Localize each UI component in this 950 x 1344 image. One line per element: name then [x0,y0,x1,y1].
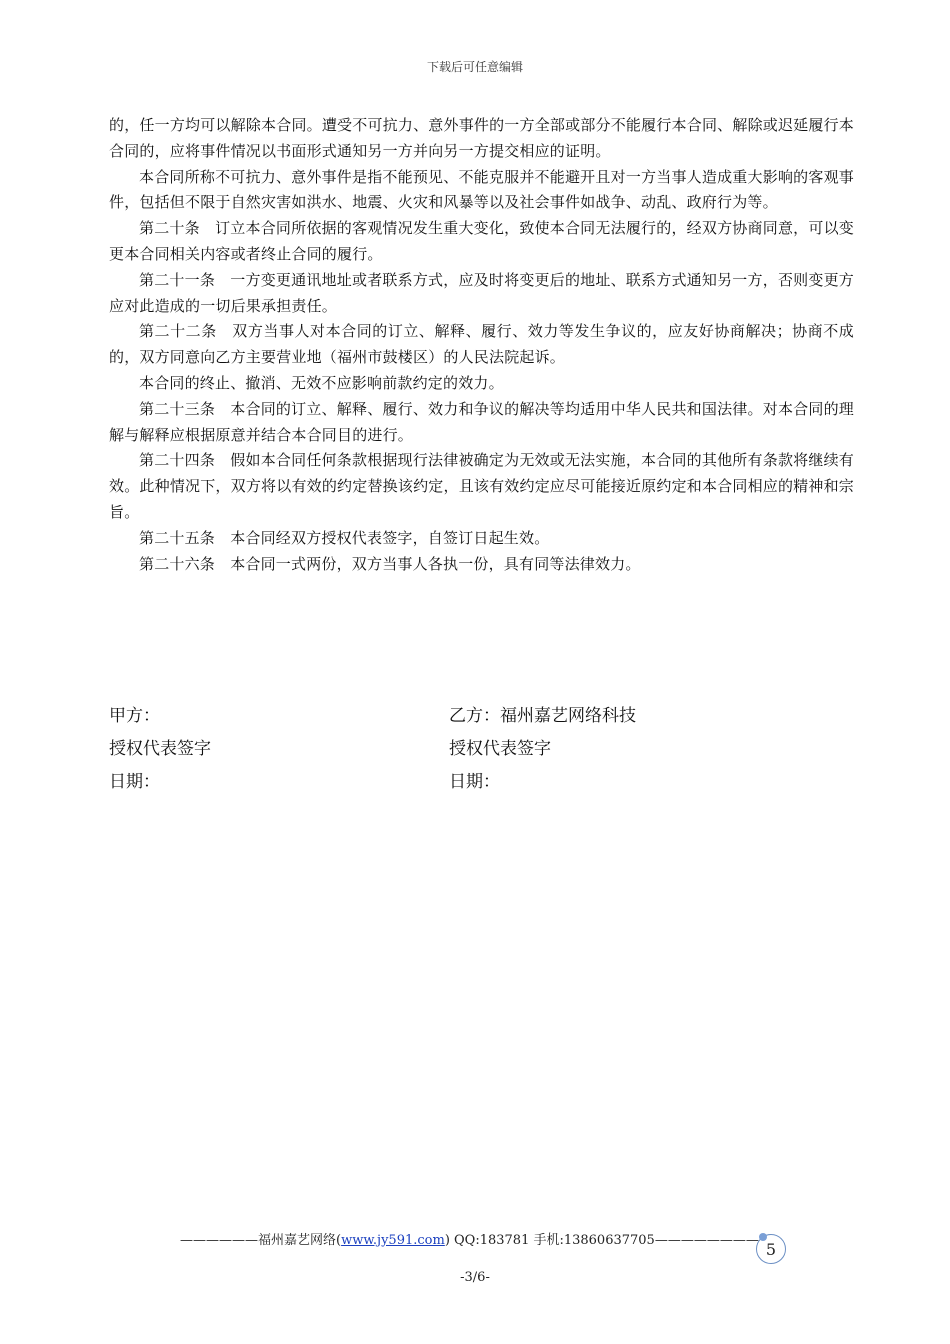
signature-auth-row [109,733,854,766]
article-23: 第二十三条 本合同的订立、解释、履行、效力和争议的解决等均适用中华人民共和国法律。对本合同的理解与解释应根据原意并结合本合同目的进行。 [109,399,854,444]
article-24: 第二十四条 假如本合同任何条款根据现行法律被确定为无效或无法实施，本合同的其他所有条款将继续有效。此种情况下，双方将以有效的约定替换该约定，且该有效约定应尽可能接近原约定和本合同相应的精神和宗旨。 [109,451,854,521]
footer-prefix: ——————福州嘉艺网络( [180,1233,342,1248]
article-22: 第二十二条 双方当事人对本合同的订立、解释、履行、效力等发生争议的，应友好协商解决；协商不成的，双方同意向乙方主要营业地（福州市鼓楼区）的人民法院起诉。 [109,322,854,367]
party-b-date: 日期： [449,772,500,792]
website-link[interactable]: www.jy591.com [341,1233,445,1248]
article-20: 第二十条 订立本合同所依据的客观情况发生重大变化，致使本合同无法履行的，经双方协商同意，可以变更本合同相关内容或者终止合同的履行。 [109,219,854,263]
signature-date-row [109,766,854,799]
party-a-label: 甲方： [109,706,160,726]
article-25: 第二十五条 本合同经双方授权代表签字，自签订日起生效。 [139,528,550,547]
party-a-date: 日期： [109,772,160,792]
footer-suffix: ) QQ:183781 手机:13860637705———————— [444,1233,759,1248]
party-b-label: 乙方：福州嘉艺网络科技 [449,706,636,726]
contract-body [109,113,854,577]
article-26: 第二十六条 本合同一式两份，双方当事人各执一份，具有同等法律效力。 [139,554,641,573]
party-b-authorized-signature: 授权代表签字 [449,739,551,759]
signature-party-row [109,700,854,733]
party-a-authorized-signature: 授权代表签字 [109,739,211,759]
page-number: -3/6- [460,1270,490,1285]
page-badge: 5 [756,1234,786,1264]
header-note: 下载后可任意编辑 [426,60,523,74]
footer-contact-line [180,1229,770,1248]
paragraph-termination: 本合同的终止、撤消、无效不应影响前款约定的效力。 [139,373,504,392]
signature-block [109,700,854,799]
paragraph-2: 本合同所称不可抗力、意外事件是指不能预见、不能克服并不能避开且对一方当事人造成重大影响的客观事件，包括但不限于自然灾害如洪水、地震、火灾和风暴等以及社会事件如战争、动乱、政府行为等。 [109,167,854,212]
badge-dot-icon [759,1233,767,1241]
paragraph-1: 的，任一方均可以解除本合同。遭受不可抗力、意外事件的一方全部或部分不能履行本合同、解除或迟延履行本合同的，应将事件情况以书面形式通知另一方并向另一方提交相应的证明。 [109,116,854,160]
article-21: 第二十一条 一方变更通讯地址或者联系方式，应及时将变更后的地址、联系方式通知另一方，否则变更方应对此造成的一切后果承担责任。 [109,270,854,315]
